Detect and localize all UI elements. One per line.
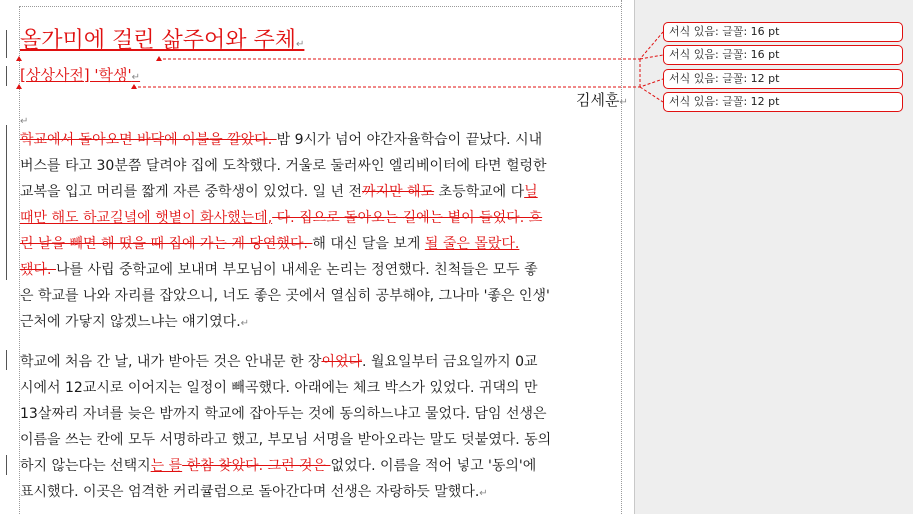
inserted-text: 닐: [524, 184, 538, 200]
body-text: 밤 9시가 넘어 야간자율학습이 끝났다. 시내: [276, 132, 543, 148]
inserted-text: 는 를: [150, 458, 183, 474]
change-bar: [6, 30, 7, 58]
body-text: 학교에 처음 간 날, 내가 받아든 것은 안내문 한 장: [20, 354, 322, 370]
body-text: 이름을 쓰는 칸에 모두 서명하라고 했고, 부모님 서명을 받아오라는 말도 덧붙였다. 동의: [20, 432, 552, 448]
paragraph-mark: ↵: [296, 39, 305, 50]
body-text: 시에서 12교시로 이어지는 일정이 빼곡했다. 아래에는 체크 박스가 있었다. 귀댁의 만: [20, 380, 538, 396]
change-bar: [6, 66, 7, 86]
deleted-text: 됐다.: [20, 262, 56, 278]
body-text: 초등학교에 다: [434, 184, 525, 200]
body-text: 근처에 가닿지 않겠느냐는 얘기였다.: [20, 314, 241, 330]
top-margin-guide: [19, 6, 621, 7]
text-line[interactable]: [20, 378, 621, 398]
text-line[interactable]: [20, 208, 621, 228]
body-text: 은 학교를 나와 자리를 잡았으니, 너도 좋은 곳에서 열심히 공부해야, 그나마 '좋은 인생': [20, 288, 550, 304]
body-text: 표시했다. 이곳은 엄격한 커리큘럼으로 돌아간다며 선생은 자랑하듯 말했다.: [20, 484, 480, 500]
text-line[interactable]: [20, 312, 249, 332]
change-bar: [6, 125, 7, 280]
inserted-text: 될 줄은 몰랐다.: [424, 236, 520, 252]
body-text: 나를 사립 중학교에 보내며 부모님이 내세운 논리는 정연했다. 친척들은 모두 좋: [55, 262, 538, 278]
paragraph-mark: ↵: [619, 97, 628, 108]
inserted-text: 때만 해도 하교길녘에 햇볕이 화사했는데,: [20, 210, 273, 226]
text-line[interactable]: [20, 286, 621, 306]
body-text: 없었다. 이름을 적어 넣고 '동의'에: [330, 458, 537, 474]
change-bar: [6, 455, 7, 475]
text-line[interactable]: [20, 182, 621, 202]
comment-balloon[interactable]: [663, 92, 903, 112]
author-name[interactable]: 김세훈↵: [576, 91, 628, 109]
text-line[interactable]: [20, 130, 621, 150]
comment-text: 서식 있음: 글꼴: 16 pt: [669, 48, 780, 61]
change-bar: [6, 350, 7, 370]
empty-paragraph[interactable]: [20, 110, 28, 130]
deleted-text: 이었다: [321, 354, 363, 370]
body-text: 하지 않는다는 선택지: [20, 458, 151, 474]
paragraph-mark: ↵: [479, 488, 488, 499]
deleted-text: 까지만 해도: [362, 184, 435, 200]
document-title[interactable]: 올가미에 걸린 삶주어와 주체↵: [20, 28, 305, 53]
text-line[interactable]: [20, 234, 621, 254]
right-margin-guide: [621, 0, 622, 514]
deleted-text: 한참 찾았다. 그런 것은: [182, 458, 331, 474]
document-subtitle[interactable]: [상상사전] '학생'↵: [20, 66, 141, 84]
text-line[interactable]: [20, 456, 621, 476]
text-line[interactable]: [20, 404, 621, 424]
deleted-text: 학교에서 돌아오면 바닥에 이불을 깔았다.: [20, 132, 277, 148]
deleted-text: 린 날을 빼면 해 떴을 때 집에 가는 게 당연했다.: [20, 236, 313, 252]
text-line[interactable]: [20, 482, 488, 502]
body-text: 해 대신 달을 보게: [312, 236, 425, 252]
text-line[interactable]: [20, 352, 621, 372]
text-line[interactable]: [20, 260, 621, 280]
text-line[interactable]: [20, 156, 621, 176]
comment-text: 서식 있음: 글꼴: 12 pt: [669, 72, 780, 85]
text-line[interactable]: [20, 430, 621, 450]
paragraph-mark: ↵: [20, 116, 29, 127]
comment-balloon[interactable]: [663, 22, 903, 42]
comment-text: 서식 있음: 글꼴: 12 pt: [669, 95, 780, 108]
paragraph-mark: ↵: [131, 72, 141, 83]
comment-balloon[interactable]: [663, 45, 903, 65]
comment-balloon[interactable]: [663, 69, 903, 89]
body-text: 교복을 입고 머리를 짧게 자른 중학생이 있었다. 일 년 전: [20, 184, 363, 200]
comment-text: 서식 있음: 글꼴: 16 pt: [669, 25, 780, 38]
body-text: 버스를 타고 30분쯤 달려야 집에 도착했다. 거울로 둘러싸인 엘리베이터에 타면 헐렁한: [20, 158, 547, 174]
deleted-text: 다. 집으로 돌아오는 길에는 볕이 들었다. 흐: [272, 210, 543, 226]
body-text: 13살짜리 자녀를 늦은 밤까지 학교에 잡아두는 것에 동의하느냐고 물었다. 담임 선생은: [20, 406, 547, 422]
body-text: . 월요일부터 금요일까지 0교: [362, 354, 538, 370]
paragraph-mark: ↵: [240, 318, 250, 329]
